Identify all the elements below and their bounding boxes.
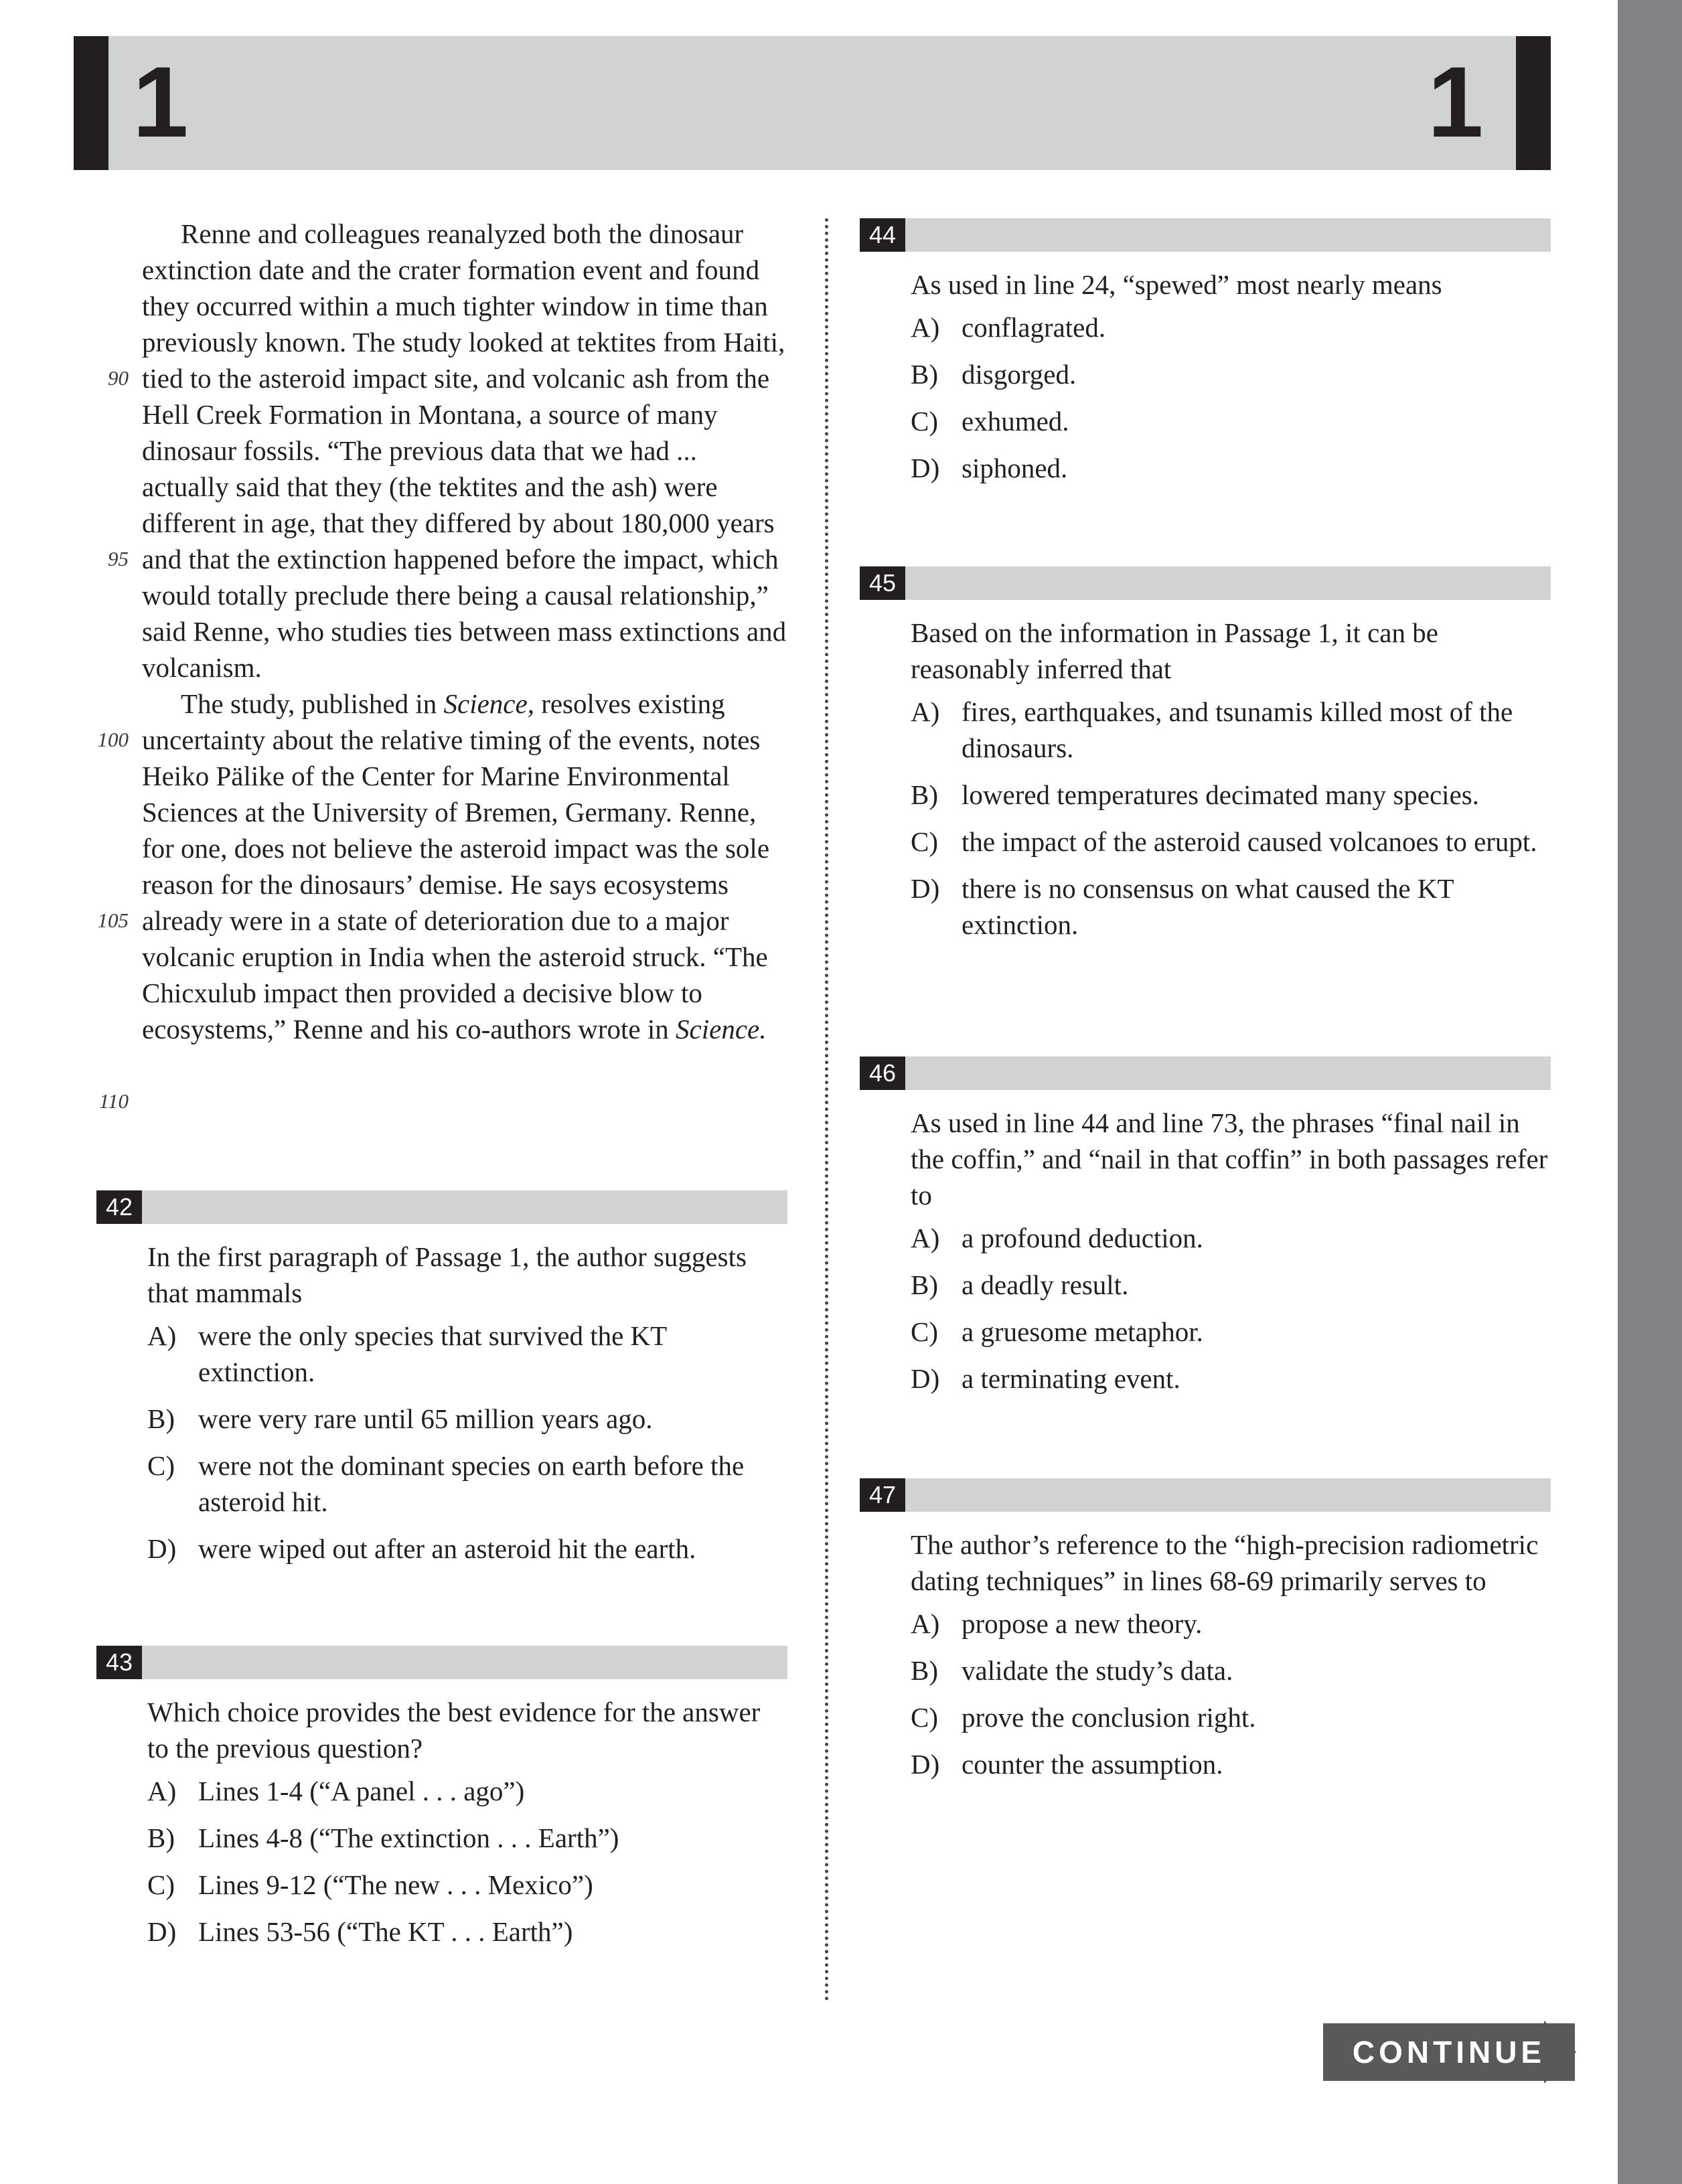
option-text: prove the conclusion right.: [962, 1702, 1256, 1733]
option-letter: B): [911, 1655, 938, 1686]
answer-option[interactable]: [911, 1314, 1551, 1350]
answer-options: [96, 1773, 787, 1950]
question-header-bar: [860, 218, 1551, 252]
option-letter: B): [911, 1269, 938, 1300]
option-text: a profound deduction.: [962, 1223, 1203, 1253]
passage-paragraph: [142, 686, 789, 1047]
question-45: [860, 566, 1551, 953]
answer-option[interactable]: [911, 1746, 1551, 1782]
answer-option[interactable]: [911, 1652, 1551, 1689]
question-stem: In the first paragraph of Passage 1, the author suggests that mammals: [147, 1241, 747, 1308]
answer-option[interactable]: [911, 309, 1551, 345]
option-letter: A): [911, 1608, 940, 1639]
option-letter: C): [911, 406, 938, 437]
answer-option[interactable]: [911, 870, 1551, 943]
option-letter: A): [147, 1776, 177, 1806]
option-text: a gruesome metaphor.: [962, 1316, 1203, 1347]
question-stem: As used in line 44 and line 73, the phrases “final nail in the coffin,” and “nail in that coffin” in both passages refer to: [911, 1107, 1548, 1211]
option-letter: D): [911, 1363, 940, 1394]
question-stem: Based on the information in Passage 1, it can be reasonably inferred that: [911, 617, 1438, 684]
option-text: disgorged.: [962, 359, 1077, 390]
passage-text-segment: Renne and colleagues reanalyzed both the dinosaur extinction date and the crater formation event and found they occurred within a much tighter window in time than previously known. The study looked at tektites from Haiti, tied to the asteroid impact site, and volcanic ash from the Hell Creek Formation in Montana, a source of many dinosaur fossils. “The previous data that we had ... actually said that they (the tektites and the ash) were different in age, that they differed by about 180,000 years and that the extinction happened before the impact, which would totally preclude there being a causal relationship,” said Renne, who studies ties between mass extinctions and volcanism.: [142, 218, 787, 683]
answer-options: [860, 1220, 1551, 1397]
answer-options: [860, 1606, 1551, 1782]
answer-option[interactable]: [147, 1448, 787, 1520]
option-letter: C): [911, 1702, 938, 1733]
question-number-badge: 45: [860, 566, 905, 600]
answer-option[interactable]: [911, 356, 1551, 392]
answer-option[interactable]: [911, 1220, 1551, 1256]
option-letter: B): [147, 1822, 175, 1853]
question-number-badge: 47: [860, 1478, 905, 1512]
option-letter: D): [911, 453, 940, 483]
option-letter: C): [147, 1869, 175, 1900]
option-letter: C): [147, 1450, 175, 1481]
answer-options: [860, 309, 1551, 486]
option-letter: A): [911, 312, 940, 343]
option-letter: A): [147, 1320, 177, 1351]
option-letter: B): [911, 359, 938, 390]
passage-paragraph: [142, 216, 789, 686]
answer-options: [96, 1318, 787, 1567]
option-letter: D): [911, 873, 940, 904]
answer-option[interactable]: [911, 1360, 1551, 1397]
question-stem: Which choice provides the best evidence for the answer to the previous question?: [147, 1697, 761, 1764]
question-header-bar: [860, 1478, 1551, 1512]
question-46: [860, 1057, 1551, 1407]
italic-text: Science.: [676, 1014, 767, 1044]
option-text: propose a new theory.: [962, 1608, 1203, 1639]
option-text: fires, earthquakes, and tsunamis killed most of the dinosaurs.: [962, 696, 1513, 763]
question-header-bar: [860, 1057, 1551, 1090]
answer-option[interactable]: [911, 403, 1551, 439]
question-42: [96, 1190, 787, 1577]
option-text: a terminating event.: [962, 1363, 1180, 1394]
option-letter: C): [911, 826, 938, 857]
option-text: were not the dominant species on earth before the asteroid hit.: [198, 1450, 745, 1517]
option-letter: B): [911, 779, 938, 810]
option-letter: A): [911, 1223, 940, 1253]
question-number-badge: 46: [860, 1057, 905, 1090]
answer-option[interactable]: [911, 1699, 1551, 1735]
option-text: Lines 9-12 (“The new . . . Mexico”): [198, 1869, 593, 1900]
answer-option[interactable]: [147, 1820, 787, 1856]
option-text: a deadly result.: [962, 1269, 1129, 1300]
option-text: validate the study’s data.: [962, 1655, 1233, 1686]
continue-button[interactable]: CONTINUE: [1323, 2023, 1575, 2081]
answer-options: [860, 694, 1551, 943]
question-header-bar: [96, 1646, 787, 1679]
option-text: conflagrated.: [962, 312, 1106, 343]
line-number: 90: [108, 366, 129, 390]
option-text: the impact of the asteroid caused volcanoes to erupt.: [962, 826, 1537, 857]
line-number: 110: [98, 1089, 129, 1113]
option-text: lowered temperatures decimated many species.: [962, 779, 1479, 810]
section-number-left: 1: [133, 46, 189, 158]
section-header-mark-right: [1516, 36, 1551, 170]
option-text: Lines 53-56 (“The KT . . . Earth”): [198, 1916, 573, 1947]
question-47: [860, 1478, 1551, 1793]
line-number: 100: [97, 728, 129, 751]
question-header-bar: [96, 1190, 787, 1224]
section-header-bar: [74, 36, 1551, 170]
section-header-mark-left: [74, 36, 108, 170]
italic-text: Science,: [443, 688, 534, 719]
line-number: 95: [108, 547, 129, 570]
option-letter: D): [911, 1749, 940, 1780]
option-letter: D): [147, 1533, 177, 1564]
answer-option[interactable]: [147, 1867, 787, 1903]
option-text: there is no consensus on what caused the KT extinction.: [962, 873, 1454, 940]
passage-text: [142, 216, 789, 1047]
passage-text-segment: resolves existing uncertainty about the relative timing of the events, notes Heiko Pälike of the Center for Marine Environmental Sciences at the University of Bremen, Germany. Renne, for one, does not believe the asteroid impact was the sole reason for the dinosaurs’ demise. He says ecosystems already were in a state of deterioration due to a major volcanic eruption in India when the asteroid struck. “The Chicxulub impact then provided a decisive blow to ecosystems,” Renne and his co-authors wrote in: [142, 688, 770, 1044]
answer-option[interactable]: [911, 694, 1551, 766]
option-text: were wiped out after an asteroid hit the earth.: [198, 1533, 696, 1564]
question-number-badge: 42: [96, 1190, 142, 1224]
answer-option[interactable]: [147, 1318, 787, 1390]
continue-arrow-icon: [1544, 2021, 1576, 2084]
answer-option[interactable]: [911, 777, 1551, 813]
option-letter: B): [147, 1403, 175, 1434]
line-number: 105: [97, 909, 129, 932]
question-number-badge: 43: [96, 1646, 142, 1679]
option-text: siphoned.: [962, 453, 1068, 483]
option-text: Lines 1-4 (“A panel . . . ago”): [198, 1776, 525, 1806]
option-text: Lines 4-8 (“The extinction . . . Earth”): [198, 1822, 619, 1853]
question-44: [860, 218, 1551, 497]
answer-option[interactable]: [147, 1914, 787, 1950]
option-letter: D): [147, 1916, 177, 1947]
side-strip: [1618, 0, 1682, 2184]
question-stem: The author’s reference to the “high-precision radiometric dating techniques” in lines 68-69 primarily serves to: [911, 1529, 1539, 1596]
option-text: exhumed.: [962, 406, 1069, 437]
answer-option[interactable]: [911, 450, 1551, 486]
option-letter: A): [911, 696, 940, 727]
column-divider: [825, 218, 828, 2002]
answer-option[interactable]: [911, 1606, 1551, 1642]
passage-text-segment: The study, published in: [181, 688, 444, 719]
answer-option[interactable]: [147, 1401, 787, 1437]
section-number-right: 1: [1428, 46, 1484, 158]
answer-option[interactable]: [911, 824, 1551, 860]
option-text: were the only species that survived the KT extinction.: [198, 1320, 667, 1387]
question-43: [96, 1646, 787, 1960]
answer-option[interactable]: [911, 1267, 1551, 1303]
answer-option[interactable]: [147, 1773, 787, 1809]
option-text: were very rare until 65 million years ago.: [198, 1403, 653, 1434]
question-number-badge: 44: [860, 218, 905, 252]
question-header-bar: [860, 566, 1551, 600]
question-stem: As used in line 24, “spewed” most nearly means: [911, 269, 1442, 300]
option-text: counter the assumption.: [962, 1749, 1223, 1780]
answer-option[interactable]: [147, 1531, 787, 1567]
option-letter: C): [911, 1316, 938, 1347]
